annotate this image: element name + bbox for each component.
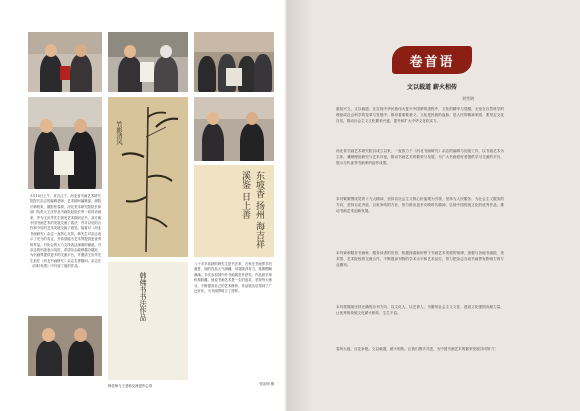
person-head <box>42 328 55 342</box>
person-head <box>207 112 219 125</box>
person-figure <box>40 54 62 92</box>
person-head <box>246 112 258 125</box>
bamboo-painting <box>108 97 188 257</box>
article-paragraph: 本刊紧紧围绕党的十九大精神，坚持以社会主义核心价值观为引领，坚持为人民服务、为社会主义服务的方向，坚持百花齐放、百家争鸣的方针，努力推出更多反映时代精神、弘扬中国传统文化的优秀作品，推动书画艺术创新发展。 <box>336 197 504 214</box>
article-paragraph: 本刊将继续坚持正确的办刊方向，以文化人，以艺育人，为繁荣社会主义文化、建设文化强国贡献力量，让优秀的传统文化薪火相传，生生不息。 <box>336 305 504 316</box>
article-title: 文以载道 薪火相传 <box>406 84 458 91</box>
person-figure <box>240 123 264 161</box>
small-calligraphy <box>108 262 188 380</box>
person-head <box>45 44 57 57</box>
painting-inscription: 竹影清风 <box>115 121 122 145</box>
photo-meeting <box>28 97 102 189</box>
person-head <box>74 119 87 133</box>
person-figure <box>198 56 216 92</box>
photo-portrait <box>28 316 102 376</box>
person-figure <box>118 56 142 92</box>
article-paragraph: 河北省书画艺术研究院自成立以来，一直致力于《河北书画研究》杂志的编辑与出版工作，以书画艺术为主体，兼顾理论研究与艺术评论，推动书画艺术的繁荣与发展，为广大书画爱好者提供学习交流的平台，展示当代优秀书画家的创作成果。 <box>336 149 504 166</box>
caption-bottom: 韩老师与王老师交流创作心得 <box>108 384 153 388</box>
scroll <box>140 62 154 82</box>
person-head <box>160 45 172 58</box>
artwork <box>226 68 242 86</box>
person-head <box>40 119 53 133</box>
section-title: 卷首语 <box>409 55 455 70</box>
person-head <box>75 44 87 57</box>
photo-discussion <box>194 97 274 161</box>
photo-presentation-1 <box>28 32 102 92</box>
caption-painting: 八十多岁高龄的韩先生是书法家，石家庄书画界享有盛誉，他的作品大气磅礴，用笔刚劲有力，笔墨酣畅淋漓，多次参加国内外书画展览并获奖，作品被多家机构收藏。他说书画艺术是一生的追求，坚持每天练习，不断提高自己的艺术修养。作品展出后得到了广泛好评，为书画界树立了榜样。 <box>194 262 272 294</box>
caption-main: 3月15日上午，来自辽宁、河北省书画艺术研究院院长杂志的编辑老师，艺术顾问编辑部，副院长韩秋来，摄影张春源，河北美术研究院院长和部门负责人王庆华及书画院赵院长等一同拜访画家，并为王庆华先生颁发艺术顾问证书，双方就中国书画艺术的发展交流了看法，并对以后的合作和今后的艺术发展交换了意见。接着对《河北书画研究》杂志一直热心支持，韩先生对杂志表示了充分的肯定，并希望能为艺术界提供更优秀的作品。对协会的大力支持表达深深的谢意，对杂志的出版表示祝贺，希望杂志能够越办越好，为书画界提供更多的交流平台，并邀请王庆华先生担任《河北书画研究》杂志名誉顾问。杂志在《四时有感》中刊登了他的作品。 <box>30 194 102 269</box>
left-page <box>0 0 288 411</box>
person-head <box>124 45 136 58</box>
article-author: 刘雪明 <box>462 96 474 101</box>
certificate <box>54 151 74 175</box>
person-figure <box>68 340 94 376</box>
calligraphy-artwork <box>194 165 274 257</box>
person-head <box>74 328 87 342</box>
person-figure <box>36 340 62 376</box>
certificate <box>60 66 70 80</box>
photo-credit: 张宪坤 摄 <box>259 382 274 386</box>
photo-group <box>194 32 274 92</box>
article-paragraph: 春风大地，百花争艳。文以载道，薪火相传。让我们携手共进，为中国书画艺术的繁荣发展共同努力！ <box>336 347 498 351</box>
small-calligraphy-text: 韩佛书书法作品 <box>139 272 147 321</box>
photo-presentation-2 <box>108 32 188 92</box>
person-figure <box>154 56 178 92</box>
person-figure <box>70 54 92 92</box>
calligraphy-text: 东坡香 扬州 海吉祥 溪鉴 日上善 <box>240 171 264 249</box>
article-paragraph: 本刊秉承服务书画家、服务读者的宗旨，积极探索新形势下书画艺术发展的规律，加强与各地书画院、美术馆、艺术院校的交流合作，不断提高刊物的学术水平和艺术品位，努力把杂志办成书画界有影响力的专业期刊。 <box>336 251 504 268</box>
person-figure <box>202 123 224 161</box>
article-paragraph: 重拾兴文，文以载道，在实现中华民族伟大复兴中国梦的进程中，文化的精华与觉醒，无论在自然科学的理论或社会科学的变革与发展中，都有着重要意义。文化是民族的血脉，是人民的精神家园，要坚定文化自信，推动社会主义文化繁荣兴盛，提升和扩大中华文化软实力。 <box>336 107 504 124</box>
person-figure <box>254 54 272 92</box>
